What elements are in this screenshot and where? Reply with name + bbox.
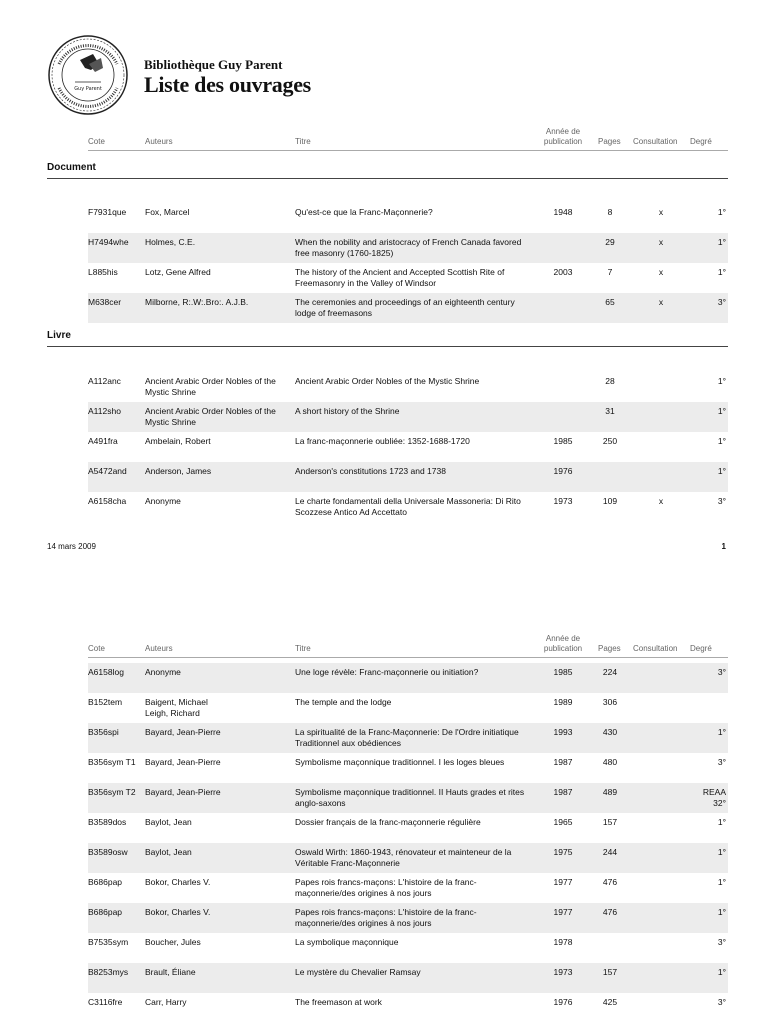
- cell-annee: 1978: [553, 937, 573, 947]
- cell-cote: F7931que: [88, 207, 127, 217]
- cell-degre: 1°: [717, 907, 726, 917]
- cell-degre: 1°: [717, 237, 726, 247]
- table-row: [88, 402, 728, 432]
- cell-annee: 1993: [553, 727, 573, 737]
- cell-cote: B3589dos: [88, 817, 127, 827]
- cell-degre: 1°: [717, 877, 726, 887]
- cell-titre: Le mystère du Chevalier Ramsay: [295, 967, 421, 977]
- cell-degre: 3°: [717, 757, 726, 767]
- cell-auteurs: Carr, Harry: [145, 997, 187, 1007]
- cell-auteurs: Milborne, R:.W:.Bro:. A.J.B.: [145, 297, 249, 307]
- cell-cote: B7535sym: [88, 937, 129, 947]
- cell-auteurs: Bokor, Charles V.: [145, 907, 211, 917]
- table-row: [88, 963, 728, 993]
- cell-pages: 306: [602, 697, 618, 707]
- cell-pages: 65: [605, 297, 615, 307]
- cell-annee: 1973: [553, 496, 573, 506]
- cell-annee: 1985: [553, 667, 573, 677]
- header-cote: Cote: [88, 137, 105, 146]
- cell-pages: 157: [602, 817, 618, 827]
- cell-titre: The ceremonies and proceedings of an eighteenth century lodge of freemasons: [295, 297, 515, 318]
- cell-auteurs: Baylot, Jean: [145, 847, 192, 857]
- cell-consultation: x: [658, 237, 664, 247]
- header-pages: Pages: [598, 644, 621, 653]
- cell-annee: 1976: [553, 466, 573, 476]
- table-row: [88, 933, 728, 963]
- cell-pages: 109: [602, 496, 618, 506]
- cell-pages: 8: [607, 207, 613, 217]
- cell-degre: 1°: [717, 267, 726, 277]
- cell-titre: La franc-maçonnerie oubliée: 1352-1688-1720: [295, 436, 470, 446]
- cell-annee: 1948: [553, 207, 573, 217]
- table-row: [88, 462, 728, 492]
- table-row: [88, 783, 728, 813]
- header-consultation: Consultation: [633, 644, 678, 653]
- cell-pages: 489: [602, 787, 618, 797]
- table-row: [88, 813, 728, 843]
- table-row: [88, 663, 728, 693]
- logo-text: Guy Parent: [74, 86, 102, 92]
- column-header-row: [88, 630, 728, 658]
- header-auteurs: Auteurs: [145, 137, 173, 146]
- cell-cote: A112sho: [88, 406, 121, 416]
- cell-degre: 1°: [717, 436, 726, 446]
- cell-cote: A6158cha: [88, 496, 127, 506]
- table-row: [88, 233, 728, 263]
- cell-pages: 29: [605, 237, 615, 247]
- cell-pages: 480: [602, 757, 618, 767]
- page-title: Liste des ouvrages: [144, 72, 311, 97]
- cell-degre: 1°: [717, 727, 726, 737]
- cell-auteurs: Bayard, Jean-Pierre: [145, 787, 221, 797]
- cell-cote: C3116fre: [88, 997, 123, 1007]
- header-titre: Titre: [295, 644, 311, 653]
- cell-auteurs: Ancient Arabic Order Nobles of the Mystic Shrine: [145, 376, 276, 397]
- cell-auteurs: Anonyme: [145, 496, 181, 506]
- cell-degre: 1°: [717, 406, 726, 416]
- cell-titre: The temple and the lodge: [295, 697, 392, 707]
- cell-consultation: x: [658, 496, 664, 506]
- cell-consultation: x: [658, 267, 664, 277]
- cell-cote: B356spi: [88, 727, 119, 737]
- table-row: [88, 203, 728, 233]
- table-row: [88, 432, 728, 462]
- cell-annee: 1965: [553, 817, 573, 827]
- table-row: [88, 263, 728, 293]
- cell-degre: 1°: [717, 817, 726, 827]
- cell-pages: 7: [607, 267, 613, 277]
- cell-cote: A112anc: [88, 376, 121, 386]
- table-row: [88, 993, 728, 1023]
- cell-auteurs: Bayard, Jean-Pierre: [145, 727, 221, 737]
- cell-titre: Papes rois francs-maçons: L'histoire de la franc-maçonnerie/des origines à nos jours: [295, 877, 477, 898]
- header-titre: Titre: [295, 137, 311, 146]
- cell-annee: 1977: [553, 877, 573, 887]
- cell-auteurs: Ambelain, Robert: [145, 436, 211, 446]
- cell-degre: 3°: [717, 667, 726, 677]
- cell-degre: 3°: [717, 496, 726, 506]
- cell-auteurs: Holmes, C.E.: [145, 237, 196, 247]
- header-cote: Cote: [88, 644, 105, 653]
- cell-degre: 1°: [717, 967, 726, 977]
- cell-annee: 1985: [553, 436, 573, 446]
- footer-date: 14 mars 2009: [47, 542, 96, 551]
- footer-page-number: 1: [721, 542, 726, 551]
- table-row: [88, 693, 728, 723]
- cell-cote: A6158log: [88, 667, 124, 677]
- cell-degre: 3°: [717, 297, 726, 307]
- cell-pages: 430: [602, 727, 618, 737]
- cell-cote: A5472and: [88, 466, 127, 476]
- table-row: [88, 372, 728, 402]
- cell-cote: B3589osw: [88, 847, 128, 857]
- cell-titre: Symbolisme maçonnique traditionnel. II Hauts grades et rites anglo-saxons: [295, 787, 525, 808]
- cell-degre: 3°: [717, 997, 726, 1007]
- cell-pages: 31: [605, 406, 615, 416]
- header-annee: Année de publication: [543, 127, 583, 146]
- header-annee: Année de publication: [543, 634, 583, 653]
- header-auteurs: Auteurs: [145, 644, 173, 653]
- cell-cote: M638cer: [88, 297, 122, 307]
- cell-cote: B152tem: [88, 697, 123, 707]
- table-row: [88, 903, 728, 933]
- cell-titre: Anderson's constitutions 1723 and 1738: [295, 466, 446, 476]
- cell-degre: 1°: [717, 376, 726, 386]
- cell-annee: 2003: [553, 267, 573, 277]
- cell-consultation: x: [658, 297, 664, 307]
- table-row: [88, 492, 728, 522]
- cell-titre: La symbolique maçonnique: [295, 937, 399, 947]
- cell-auteurs: Ancient Arabic Order Nobles of the Mystic Shrine: [145, 406, 276, 427]
- header-degre: Degré: [690, 137, 712, 146]
- cell-titre: Le charte fondamentali della Universale Massoneria: Di Rito Scozzese Antico Ad Accettato: [295, 496, 521, 517]
- cell-titre: La spiritualité de la Franc-Maçonnerie: De l'Ordre initiatique Traditionnel aux obédiences: [295, 727, 519, 748]
- column-header-row: [88, 123, 728, 151]
- cell-cote: B686pap: [88, 907, 123, 917]
- cell-auteurs: Anonyme: [145, 667, 181, 677]
- cell-annee: 1987: [553, 787, 573, 797]
- cell-cote: B686pap: [88, 877, 123, 887]
- cell-degre: 1°: [717, 847, 726, 857]
- cell-auteurs: Baylot, Jean: [145, 817, 192, 827]
- cell-titre: Symbolisme maçonnique traditionnel. I les loges bleues: [295, 757, 505, 767]
- cell-degre: 1°: [717, 207, 726, 217]
- cell-pages: 28: [605, 376, 615, 386]
- cell-pages: 250: [602, 436, 618, 446]
- cell-pages: 244: [602, 847, 618, 857]
- cell-cote: B8253mys: [88, 967, 129, 977]
- cell-annee: 1987: [553, 757, 573, 767]
- cell-cote: B356sym T2: [88, 787, 136, 797]
- cell-annee: 1973: [553, 967, 573, 977]
- cell-titre: Papes rois francs-maçons: L'histoire de la franc-maçonnerie/des origines à nos jours: [295, 907, 477, 928]
- cell-auteurs: Fox, Marcel: [145, 207, 190, 217]
- header-pages: Pages: [598, 137, 621, 146]
- table-row: [88, 293, 728, 323]
- cell-auteurs: Lotz, Gene Alfred: [145, 267, 211, 277]
- table-row: [88, 753, 728, 783]
- cell-degre: 3°: [717, 937, 726, 947]
- cell-titre: Une loge révèle: Franc-maçonnerie ou initiation?: [295, 667, 479, 677]
- cell-titre: When the nobility and aristocracy of French Canada favored free masonry (1760-1825): [295, 237, 522, 258]
- table-row: [88, 843, 728, 873]
- cell-annee: 1989: [553, 697, 573, 707]
- cell-cote: H7494whe: [88, 237, 129, 247]
- table-row: [88, 873, 728, 903]
- section-livre: Livre: [47, 330, 728, 347]
- cell-pages: 157: [602, 967, 618, 977]
- cell-pages: 476: [602, 877, 618, 887]
- cell-titre: Oswald Wirth: 1860-1943, rénovateur et mainteneur de la Véritable Franc-Maçonnerie: [295, 847, 512, 868]
- cell-auteurs: Bokor, Charles V.: [145, 877, 211, 887]
- cell-titre: Dossier français de la franc-maçonnerie régulière: [295, 817, 481, 827]
- cell-cote: A491fra: [88, 436, 118, 446]
- header-degre: Degré: [690, 644, 712, 653]
- cell-annee: 1977: [553, 907, 573, 917]
- cell-degre: REAA 32°: [702, 787, 726, 808]
- library-logo-seal: [47, 34, 129, 116]
- cell-annee: 1976: [553, 997, 573, 1007]
- cell-consultation: x: [658, 207, 664, 217]
- cell-auteurs: Brault, Éliane: [145, 967, 196, 977]
- cell-auteurs: Bayard, Jean-Pierre: [145, 757, 221, 767]
- cell-pages: 425: [602, 997, 618, 1007]
- cell-titre: Qu'est-ce que la Franc-Maçonnerie?: [295, 207, 433, 217]
- cell-titre: The freemason at work: [295, 997, 382, 1007]
- cell-pages: 224: [602, 667, 618, 677]
- cell-auteurs: Boucher, Jules: [145, 937, 201, 947]
- library-name: Bibliothèque Guy Parent: [144, 57, 283, 72]
- table-row: [88, 723, 728, 753]
- cell-pages: 476: [602, 907, 618, 917]
- cell-titre: Ancient Arabic Order Nobles of the Mystic Shrine: [295, 376, 480, 386]
- cell-degre: 1°: [717, 466, 726, 476]
- section-document: Document: [47, 162, 728, 179]
- cell-annee: 1975: [553, 847, 573, 857]
- cell-titre: A short history of the Shrine: [295, 406, 400, 416]
- cell-auteurs: Baigent, Michael Leigh, Richard: [145, 697, 208, 718]
- cell-auteurs: Anderson, James: [145, 466, 212, 476]
- header-consultation: Consultation: [633, 137, 678, 146]
- cell-titre: The history of the Ancient and Accepted Scottish Rite of Freemasonry in the Valley of Windsor: [295, 267, 505, 288]
- cell-cote: B356sym T1: [88, 757, 136, 767]
- cell-cote: L885his: [88, 267, 118, 277]
